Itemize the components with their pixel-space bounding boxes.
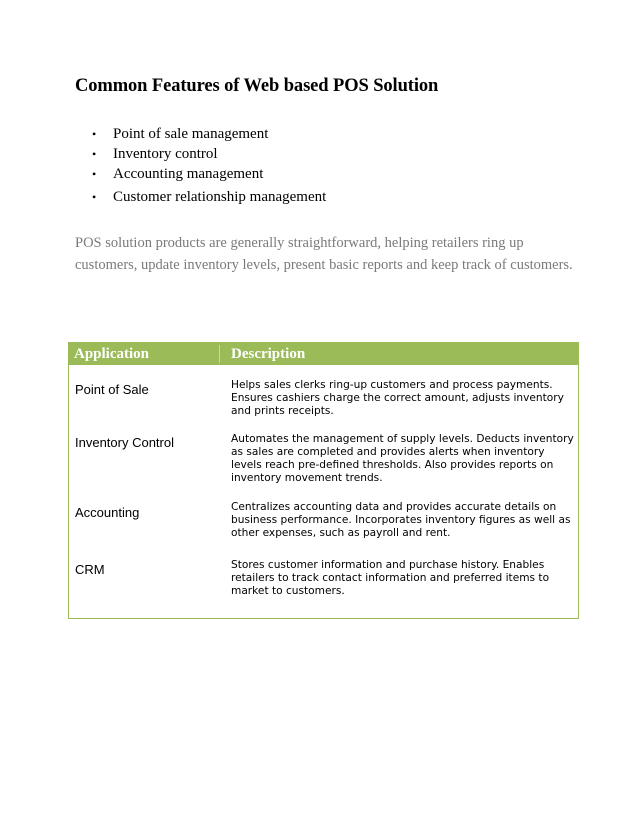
bullet-icon: • <box>92 167 97 181</box>
header-application: Application <box>74 346 150 362</box>
row-application: CRM <box>75 562 105 577</box>
feature-label: Inventory control <box>113 146 218 162</box>
row-application: Point of Sale <box>75 382 149 397</box>
row-description: Automates the management of supply levels. Deducts inventory as sales are completed and provides alerts when inventory levels reach pre-defined thresholds. Also provides reports on inventory movement trends. <box>231 433 574 484</box>
list-item <box>92 124 326 144</box>
list-item <box>92 187 326 207</box>
header-divider <box>219 345 220 363</box>
list-item <box>92 144 326 164</box>
feature-label: Point of sale management <box>113 126 269 142</box>
row-description: Centralizes accounting data and provides accurate details on business performance. Incorporates inventory figures as well as other expenses, such as payroll and rent. <box>231 501 571 539</box>
intro-paragraph: POS solution products are generally straightforward, helping retailers ring up customers, update inventory levels, present basic reports and keep track of customers. <box>75 235 573 273</box>
row-application: Accounting <box>75 505 140 520</box>
table-header <box>69 343 578 365</box>
feature-list <box>92 124 326 207</box>
bullet-icon: • <box>92 190 97 204</box>
row-description: Stores customer information and purchase history. Enables retailers to track contact information and preferred items to market to customers. <box>231 559 550 597</box>
row-application: Inventory Control <box>75 435 174 450</box>
features-table <box>68 342 579 619</box>
page-title: Common Features of Web based POS Solution <box>75 76 439 96</box>
bullet-icon: • <box>92 147 97 161</box>
row-description: Helps sales clerks ring-up customers and process payments. Ensures cashiers charge the correct amount, adjusts inventory and prints receipts. <box>231 379 564 417</box>
list-item <box>92 164 326 184</box>
feature-label: Customer relationship management <box>113 189 327 205</box>
bullet-icon: • <box>92 127 97 141</box>
feature-label: Accounting management <box>113 166 264 182</box>
header-description: Description <box>231 346 306 362</box>
